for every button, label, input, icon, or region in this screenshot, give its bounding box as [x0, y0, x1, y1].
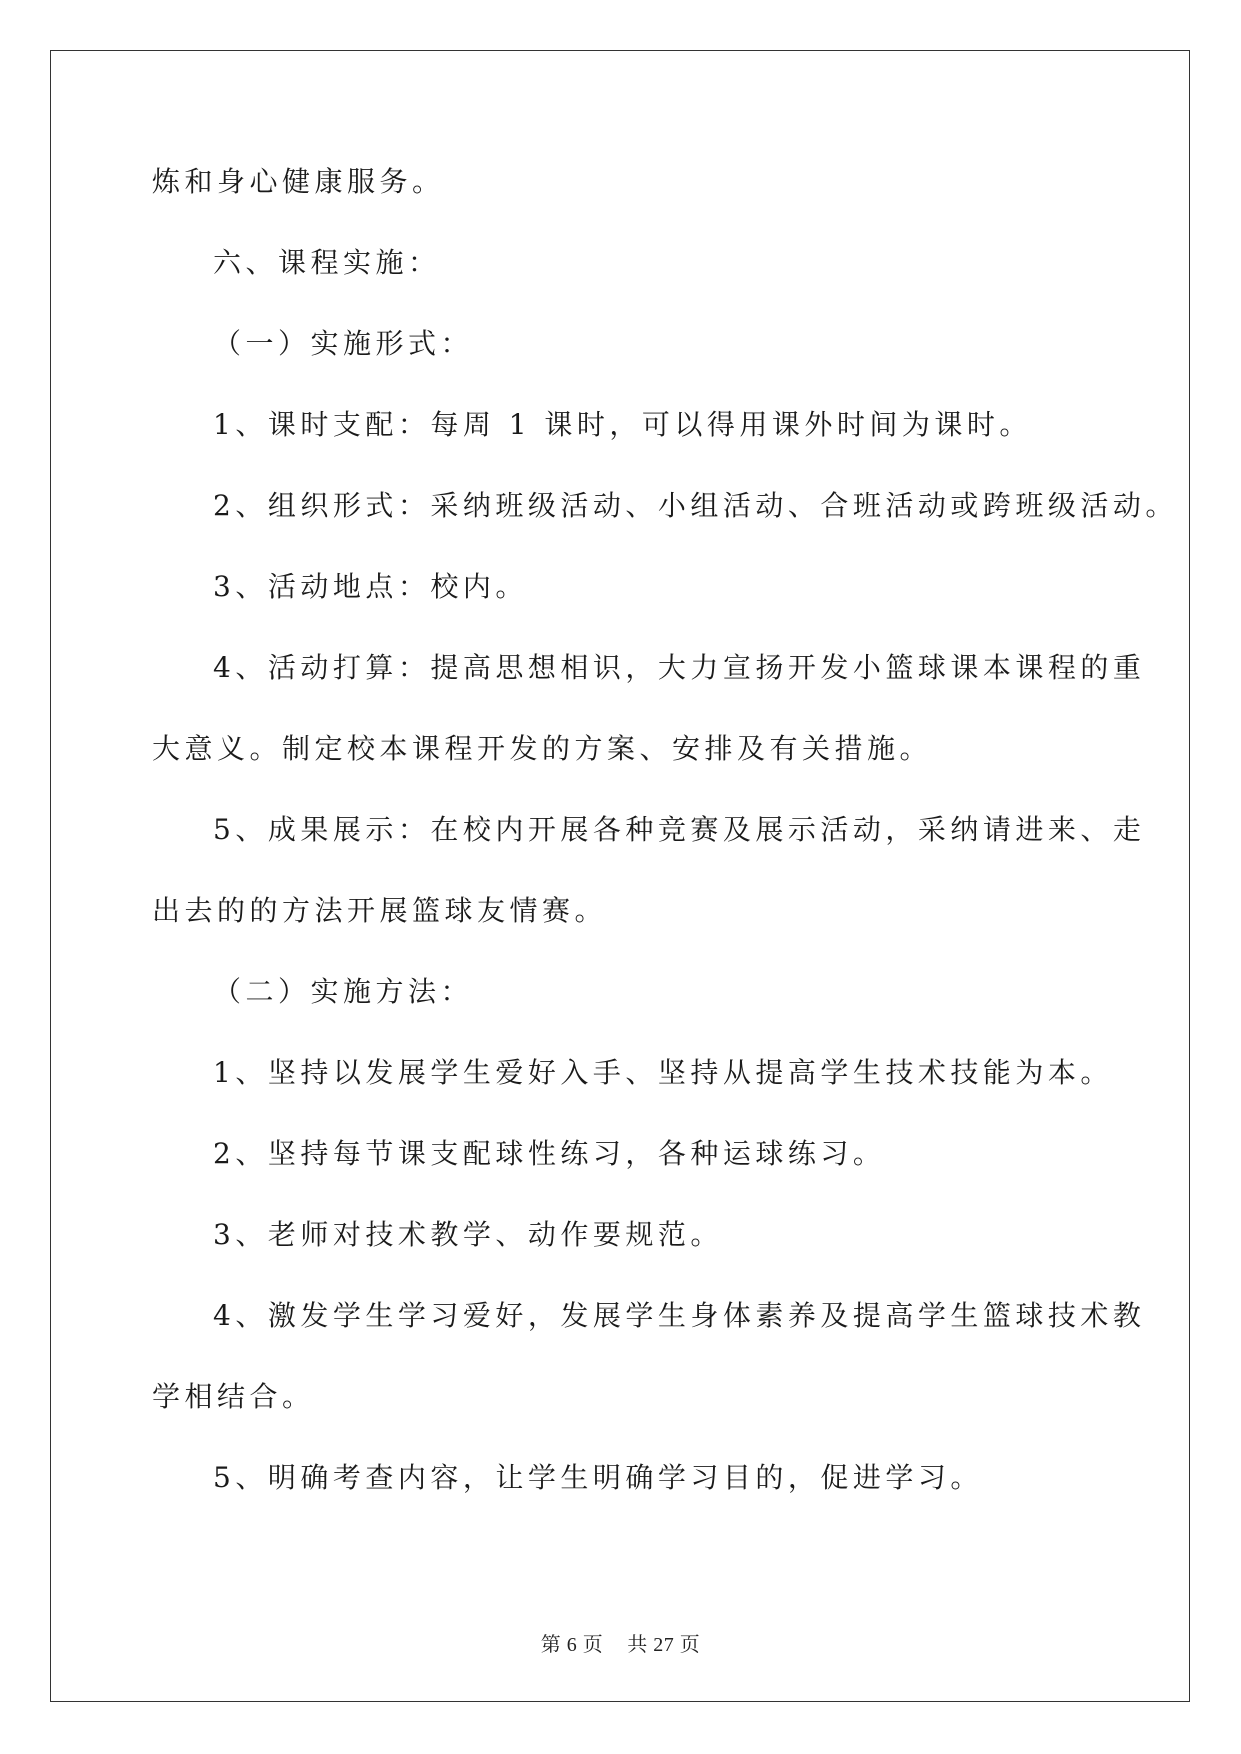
section-heading: 六、课程实施：	[213, 246, 441, 279]
page-border	[50, 50, 1190, 1702]
page-number-current: 第 6 页	[540, 1634, 604, 1656]
list-item: 2、坚持每节课支配球性练习，各种运球练习。	[213, 1137, 886, 1170]
list-item: 4、活动打算：提高思想相识，大力宣扬开发小篮球课本课程的重	[213, 651, 1146, 684]
list-item: 1、课时支配：每周 1 课时，可以得用课外时间为课时。	[213, 408, 1032, 441]
list-item: 5、明确考查内容，让学生明确学习目的，促进学习。	[213, 1461, 983, 1494]
list-item: 5、成果展示：在校内开展各种竞赛及展示活动，采纳请进来、走	[213, 813, 1146, 846]
page-number-total: 共 27 页	[627, 1634, 701, 1656]
list-item: 4、激发学生学习爱好，发展学生身体素养及提高学生篮球技术教	[213, 1299, 1146, 1332]
list-item: 3、老师对技术教学、动作要规范。	[213, 1218, 723, 1251]
list-item: 3、活动地点：校内。	[213, 570, 528, 603]
subsection-heading: （一）实施形式：	[213, 327, 474, 360]
list-item-continuation: 学相结合。	[152, 1380, 315, 1413]
list-item-continuation: 出去的的方法开展篮球友情赛。	[152, 894, 608, 927]
page-footer	[0, 1628, 1241, 1657]
list-item: 1、坚持以发展学生爱好入手、坚持从提高学生技术技能为本。	[213, 1056, 1113, 1089]
paragraph-line: 炼和身心健康服务。	[152, 165, 445, 198]
subsection-heading: （二）实施方法：	[213, 975, 474, 1008]
list-item-continuation: 大意义。制定校本课程开发的方案、安排及有关措施。	[152, 732, 933, 765]
list-item: 2、组织形式：采纳班级活动、小组活动、合班活动或跨班级活动。	[213, 489, 1178, 522]
